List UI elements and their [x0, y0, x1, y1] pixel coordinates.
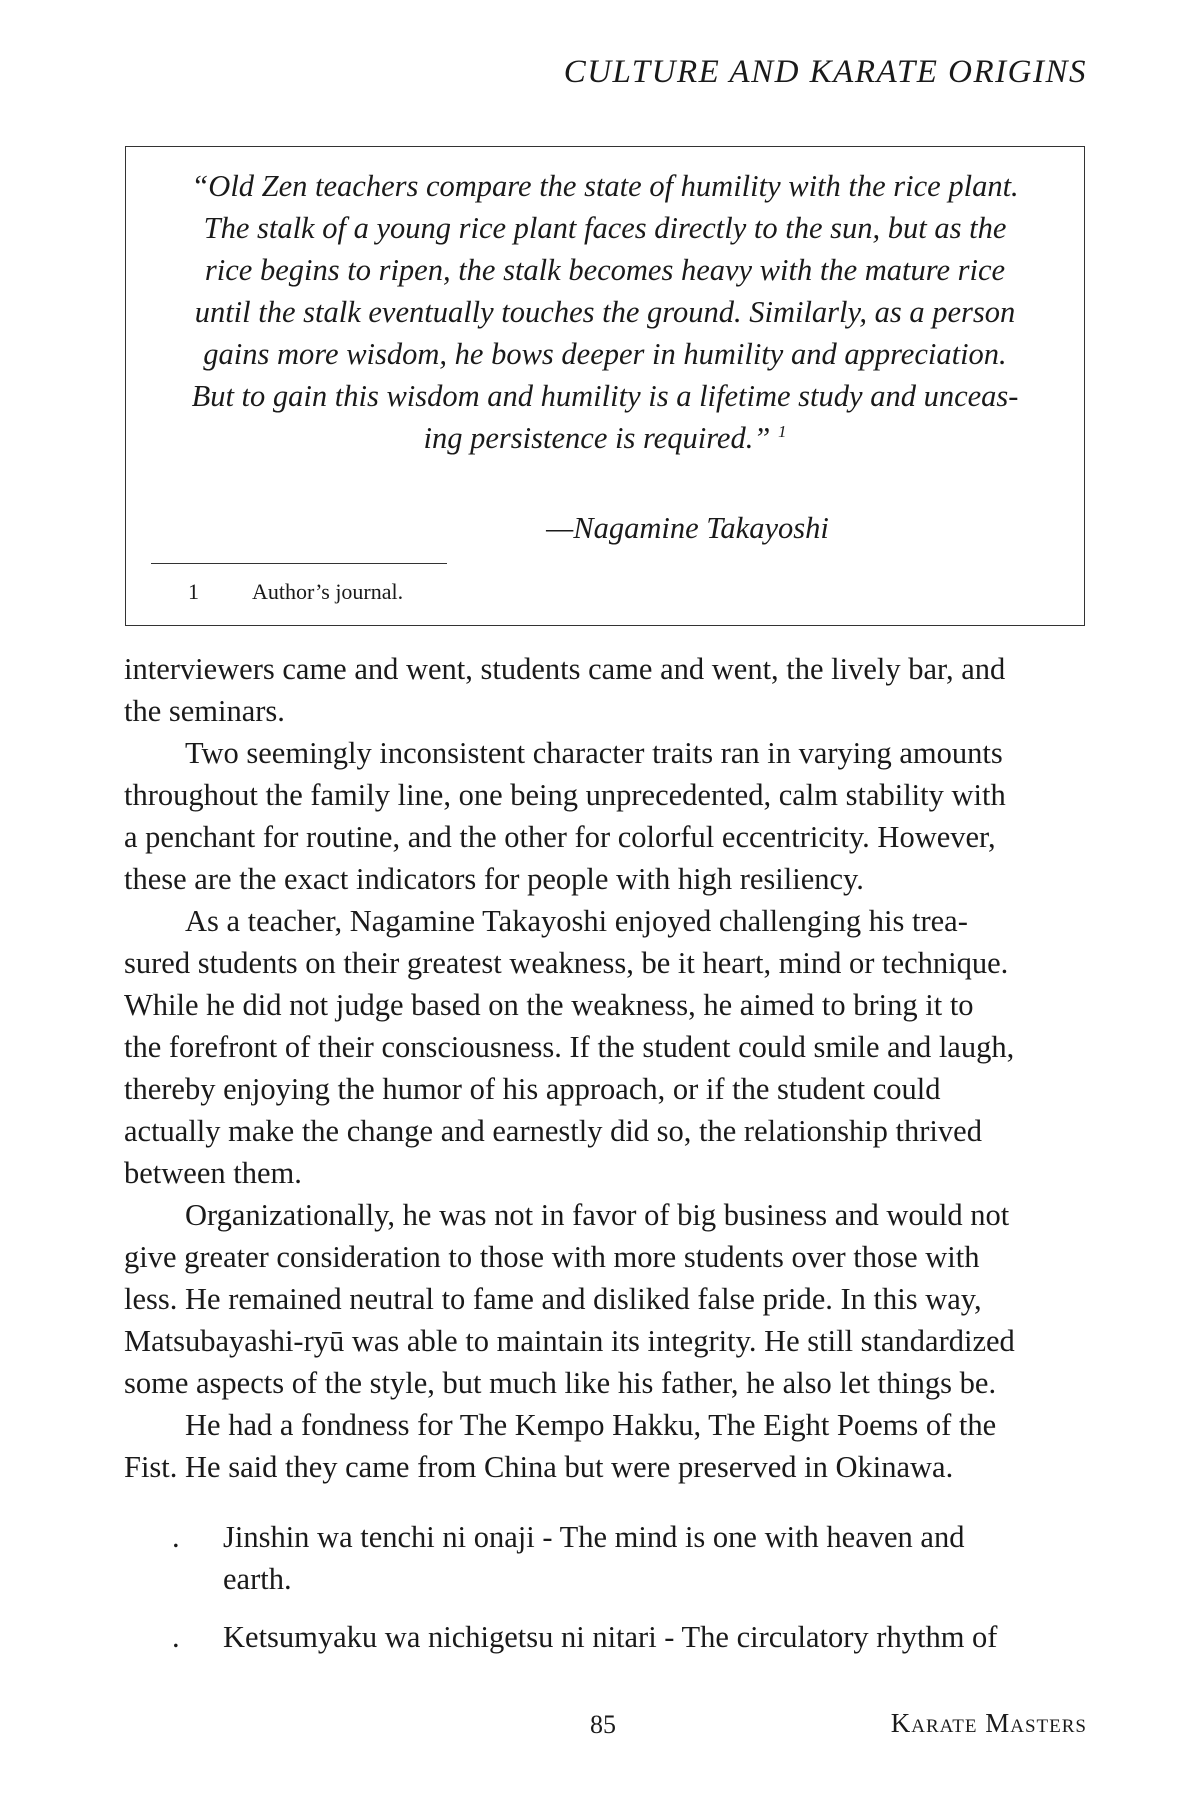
quote-attribution: —Nagamine Takayoshi — [546, 511, 829, 545]
page-number: 85 — [590, 1710, 616, 1739]
body-line: actually make the change and earnestly did so, the relationship thrived — [124, 1114, 982, 1148]
body-line: give greater consideration to those with more students over those with — [124, 1240, 980, 1274]
body-line: less. He remained neutral to fame and disliked false pride. In this way, — [124, 1282, 982, 1316]
list-line: Ketsumyaku wa nichigetsu ni nitari - The circulatory rhythm of — [223, 1620, 998, 1654]
body-line: the forefront of their consciousness. If the student could smile and laugh, — [124, 1030, 1015, 1064]
quote-line: until the stalk eventually touches the ground. Similarly, as a person — [194, 295, 1016, 329]
quote-line: The stalk of a young rice plant faces directly to the sun, but as the — [203, 211, 1007, 245]
body-line: interviewers came and went, students came and went, the lively bar, and — [124, 652, 1006, 686]
list-bullet: . — [172, 1520, 180, 1554]
quote-line: But to gain this wisdom and humility is a lifetime study and unceas- — [191, 379, 1019, 413]
body-line: some aspects of the style, but much like his father, he also let things be. — [124, 1366, 997, 1400]
quote-line: rice begins to ripen, the stalk becomes heavy with the mature rice — [204, 253, 1006, 287]
footnote-marker[interactable]: 1 — [777, 421, 787, 441]
body-line: sured students on their greatest weakness, be it heart, mind or technique. — [124, 946, 1009, 980]
epigraph-quote — [156, 165, 1054, 459]
footnote — [188, 577, 403, 607]
body-line: a penchant for routine, and the other for colorful eccentricity. However, — [124, 820, 996, 854]
body-line: the seminars. — [124, 694, 285, 728]
running-foot: Karate Masters — [890, 1708, 1087, 1738]
quote-line: gains more wisdom, he bows deeper in humility and appreciation. — [203, 337, 1007, 371]
body-line: As a teacher, Nagamine Takayoshi enjoyed challenging his trea- — [185, 904, 968, 938]
list-item — [124, 1516, 1094, 1600]
list-line: earth. — [223, 1562, 292, 1596]
body-line: throughout the family line, one being unprecedented, calm stability with — [124, 778, 1006, 812]
quote-line: “Old Zen teachers compare the state of humility with the rice plant. — [191, 169, 1019, 203]
running-head: CULTURE AND KARATE ORIGINS — [563, 54, 1087, 90]
body-line: Fist. He said they came from China but were preserved in Okinawa. — [124, 1450, 954, 1484]
body-line: Organizationally, he was not in favor of big business and would not — [185, 1198, 1010, 1232]
kempo-hakku-list — [124, 1516, 1094, 1674]
footnote-divider — [151, 563, 447, 564]
list-line: Jinshin wa tenchi ni onaji - The mind is one with heaven and — [223, 1520, 965, 1554]
list-item — [124, 1616, 1094, 1658]
body-line: Matsubayashi-ryū was able to maintain its integrity. He still standardized — [124, 1324, 1015, 1358]
body-line: He had a fondness for The Kempo Hakku, The Eight Poems of the — [185, 1408, 997, 1442]
body-text — [124, 648, 1094, 1488]
quote-line-last — [156, 417, 1054, 459]
body-line: Two seemingly inconsistent character traits ran in varying amounts — [185, 736, 1003, 770]
body-line: While he did not judge based on the weakness, he aimed to bring it to — [124, 988, 974, 1022]
footnote-text: Author’s journal. — [252, 579, 404, 604]
footnote-number: 1 — [188, 579, 199, 604]
body-line: between them. — [124, 1156, 302, 1190]
quote-line: ing persistence is required.” — [423, 421, 771, 455]
epigraph-box — [125, 146, 1085, 626]
body-line: thereby enjoying the humor of his approach, or if the student could — [124, 1072, 941, 1106]
list-bullet: . — [172, 1620, 180, 1654]
body-line: these are the exact indicators for people with high resiliency. — [124, 862, 864, 896]
